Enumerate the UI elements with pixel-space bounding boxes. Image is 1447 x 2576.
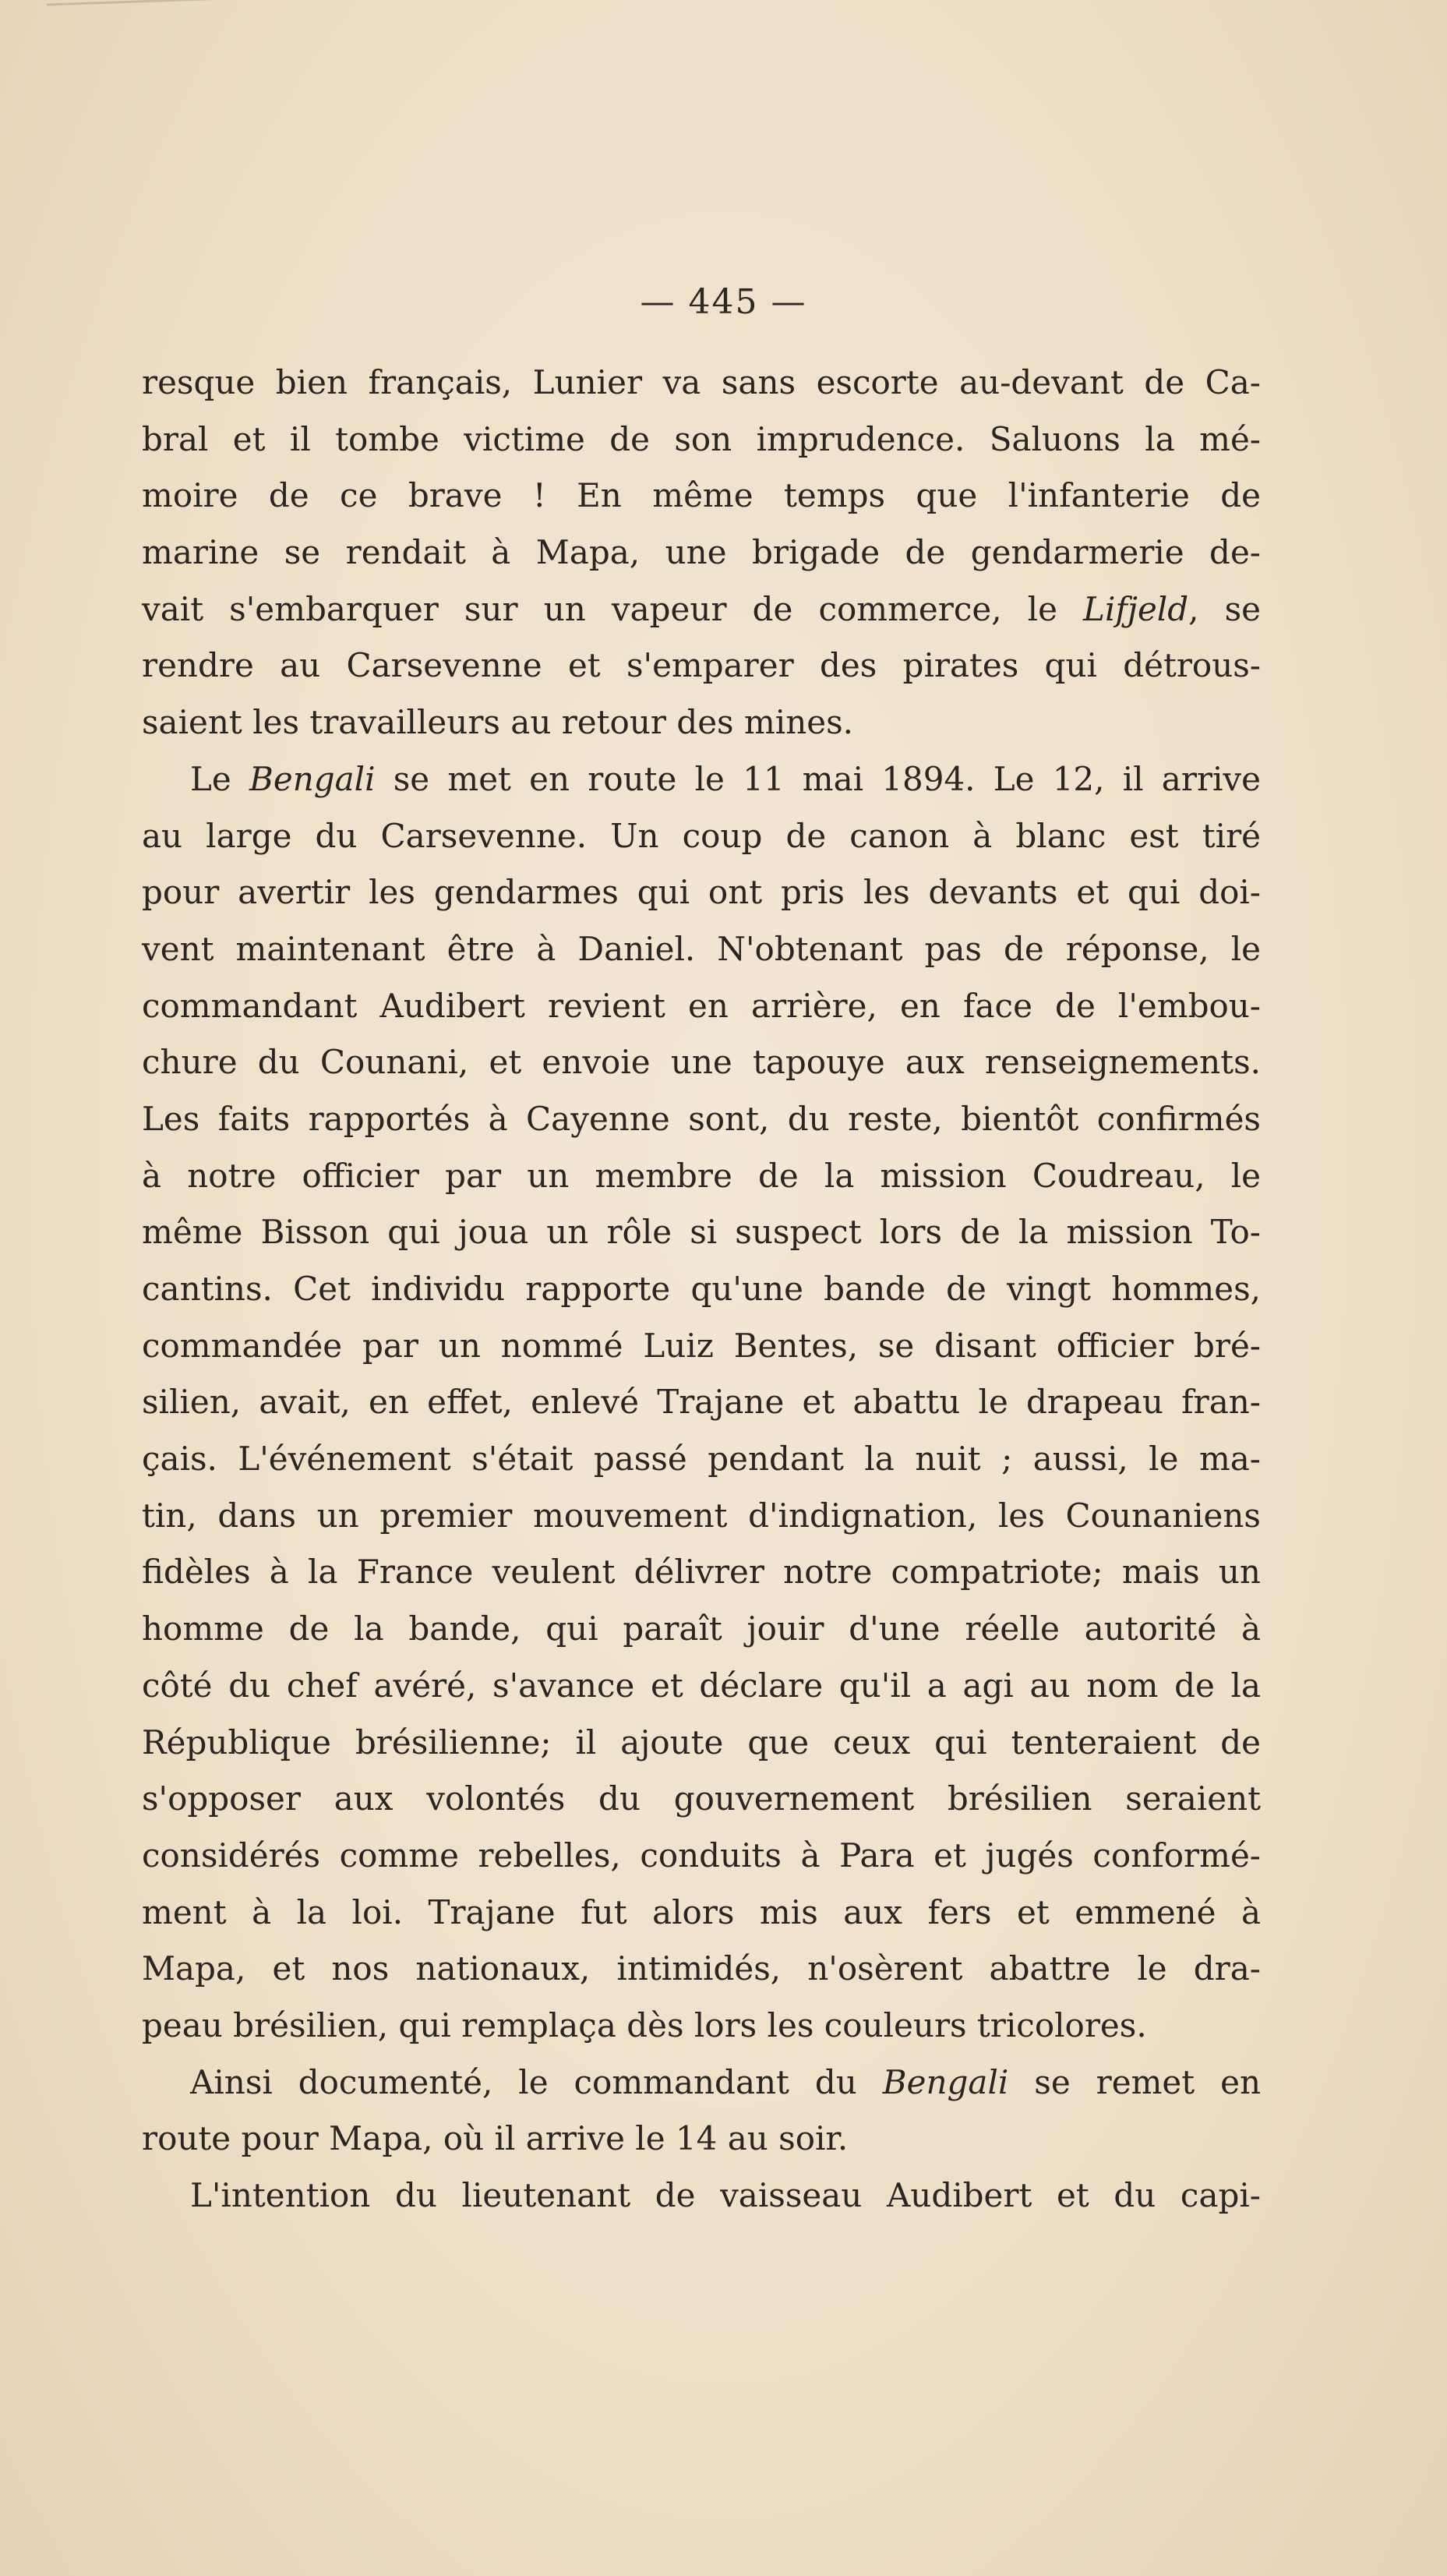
text-line: Mapa, et nos nationaux, intimidés, n'osèrent abattre le dra- bbox=[142, 1949, 1261, 1988]
text-line: pour avertir les gendarmes qui ont pris les devants et qui doi- bbox=[142, 873, 1261, 912]
ship-name: Lifjeld bbox=[1083, 589, 1189, 628]
text-line: Les faits rapportés à Cayenne sont, du reste, bientôt confirmés bbox=[142, 1099, 1261, 1138]
text-line: marine se rendait à Mapa, une brigade de gendarmerie de- bbox=[142, 533, 1261, 572]
text-line: bral et il tombe victime de son imprudence. Saluons la mé- bbox=[142, 419, 1261, 458]
text-line: République brésilienne; il ajoute que ceux qui tenteraient de bbox=[142, 1723, 1261, 1762]
text-line: ment à la loi. Trajane fut alors mis aux fers et emmené à bbox=[142, 1892, 1261, 1931]
text-line bbox=[142, 751, 1261, 808]
text-line: s'opposer aux volontés du gouvernement brésilien seraient bbox=[142, 1779, 1261, 1818]
page-corner-mark bbox=[47, 0, 249, 27]
text-line: fidèles à la France veulent délivrer notre compatriote; mais un bbox=[142, 1553, 1261, 1592]
text-line: silien, avait, en effet, enlevé Trajane et abattu le drapeau fran- bbox=[142, 1383, 1261, 1422]
page-number: — 445 — bbox=[640, 282, 807, 322]
body-text bbox=[142, 355, 1261, 2224]
text-line: homme de la bande, qui paraît jouir d'une réelle autorité à bbox=[142, 1610, 1261, 1648]
text-segment: se remet en bbox=[1008, 2062, 1261, 2101]
text-line: route pour Mapa, où il arrive le 14 au soir. bbox=[142, 2119, 849, 2158]
text-line: çais. L'événement s'était passé pendant la nuit ; aussi, le ma- bbox=[142, 1440, 1261, 1479]
text-line bbox=[142, 2055, 1261, 2111]
text-line: peau brésilien, qui remplaça dès lors les couleurs tricolores. bbox=[142, 2005, 1147, 2044]
ship-name: Bengali bbox=[249, 759, 376, 798]
text-line: L'intention du lieutenant de vaisseau Audibert et du capi- bbox=[190, 2176, 1261, 2214]
text-line: resque bien français, Lunier va sans escorte au-devant de Ca- bbox=[142, 363, 1261, 401]
text-line: chure du Counani, et envoie une tapouye aux renseignements. bbox=[142, 1043, 1261, 1082]
text-segment: Ainsi documenté, le commandant du bbox=[190, 2062, 883, 2101]
text-segment: vait s'embarquer sur un vapeur de commerce, le bbox=[142, 589, 1084, 628]
text-line: côté du chef avéré, s'avance et déclare qu'il a agi au nom de la bbox=[142, 1666, 1261, 1705]
text-line: commandée par un nommé Luiz Bentes, se disant officier bré- bbox=[142, 1326, 1261, 1365]
text-segment: se met en route le 11 mai 1894. Le 12, il arrive bbox=[375, 759, 1261, 798]
ship-name: Bengali bbox=[882, 2062, 1009, 2101]
text-line: commandant Audibert revient en arrière, en face de l'embou- bbox=[142, 986, 1261, 1025]
text-line: vent maintenant être à Daniel. N'obtenant pas de réponse, le bbox=[142, 929, 1261, 968]
text-line: saient les travailleurs au retour des mines. bbox=[142, 703, 854, 742]
text-line: au large du Carsevenne. Un coup de canon à blanc est tiré bbox=[142, 816, 1261, 855]
text-line: considérés comme rebelles, conduits à Para et jugés conformé- bbox=[142, 1836, 1261, 1875]
text-line: rendre au Carsevenne et s'emparer des pirates qui détrous- bbox=[142, 646, 1261, 685]
text-segment: Le bbox=[190, 759, 249, 798]
text-line: à notre officier par un membre de la mission Coudreau, le bbox=[142, 1156, 1261, 1195]
text-segment: , se bbox=[1188, 589, 1261, 628]
text-line: moire de ce brave ! En même temps que l'infanterie de bbox=[142, 476, 1261, 515]
text-line: même Bisson qui joua un rôle si suspect lors de la mission To- bbox=[142, 1213, 1261, 1252]
text-line bbox=[142, 581, 1261, 638]
text-line: tin, dans un premier mouvement d'indignation, les Counaniens bbox=[142, 1496, 1261, 1535]
text-line: cantins. Cet individu rapporte qu'une bande de vingt hommes, bbox=[142, 1270, 1261, 1308]
